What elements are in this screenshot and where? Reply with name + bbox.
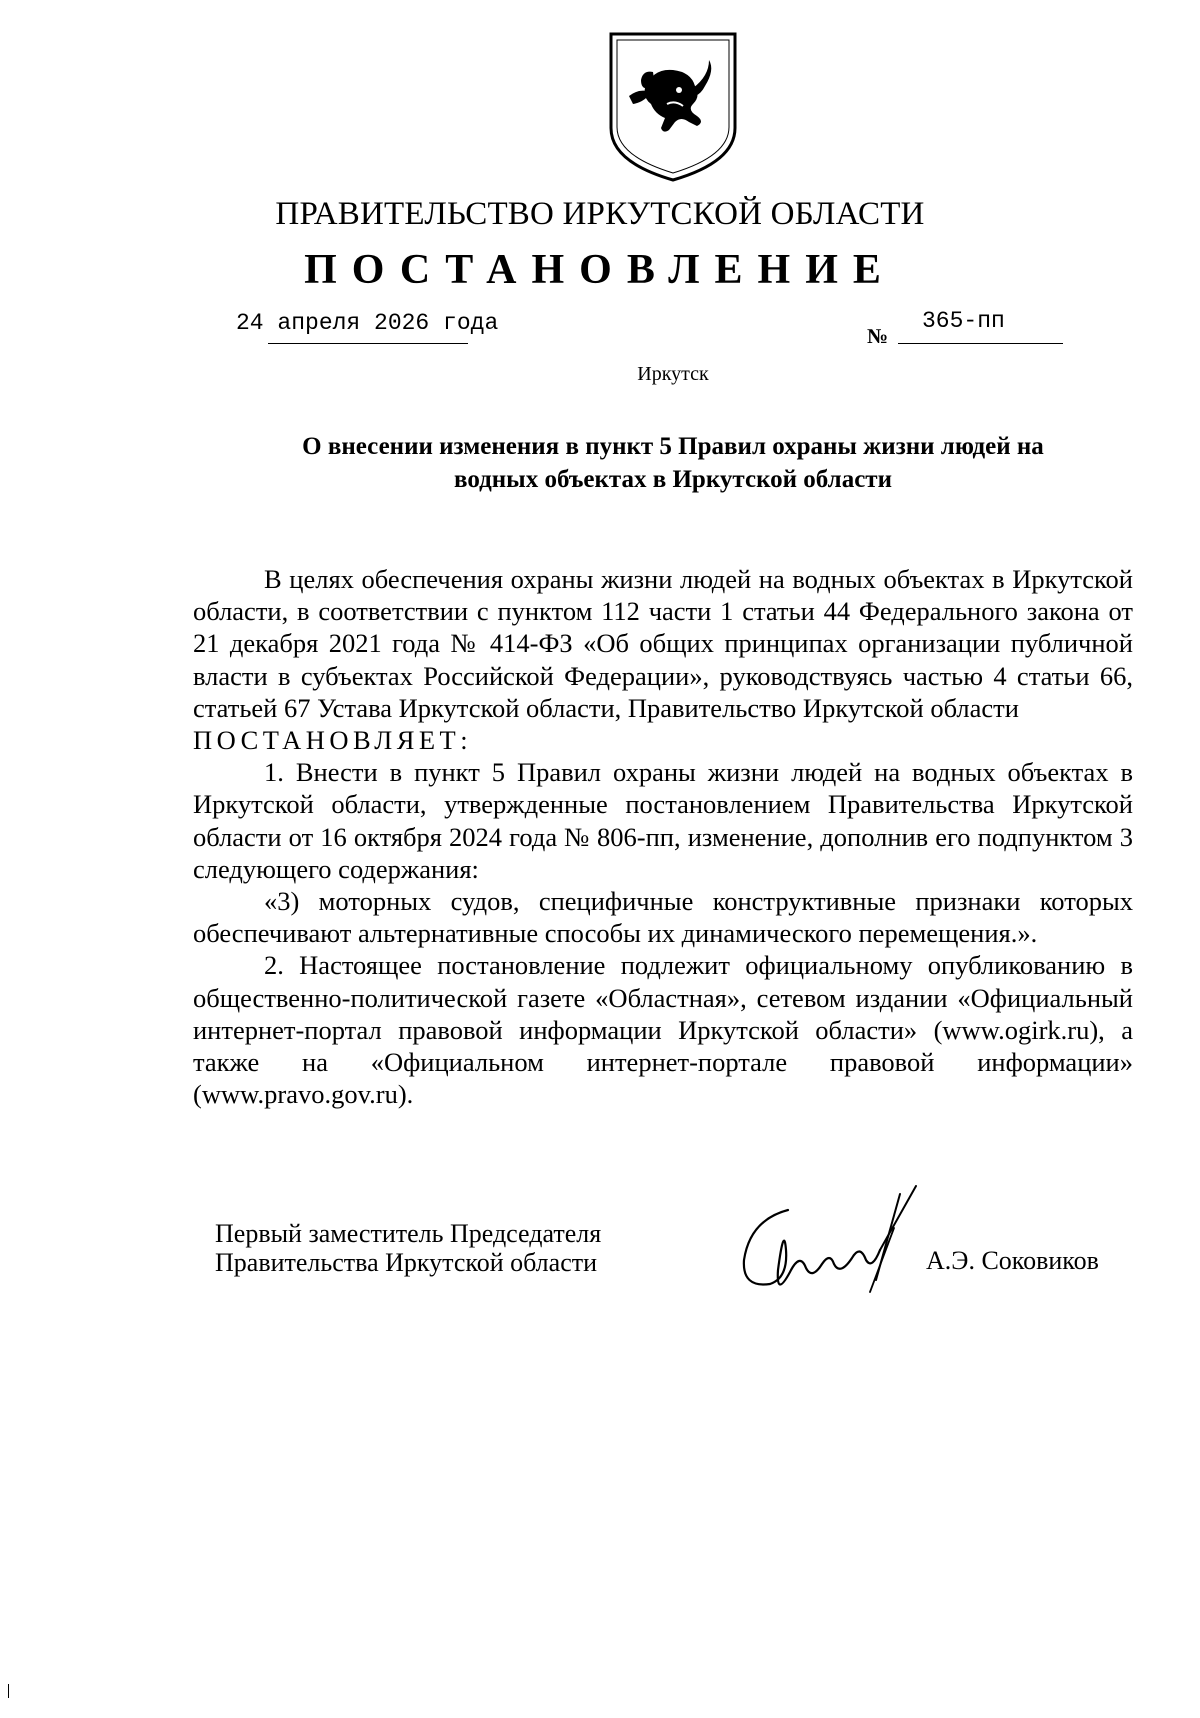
document-body [193, 563, 1133, 1110]
title-line-1: О внесении изменения в пункт 5 Правил охраны жизни людей на [302, 433, 1044, 460]
city-name: Иркутск [637, 363, 709, 385]
signer-name: А.Э. Соковиков [926, 1246, 1099, 1275]
preamble-paragraph: В целях обеспечения охраны жизни людей на водных объектах в Иркутской области, в соответствии с пунктом 112 части 1 статьи 44 Федерального закона от 21 декабря 2021 года № 414-ФЗ «Об общих принципах организации публичной власти в субъектах Российской Федерации», руководствуясь частью 4 статьи 66, статьей 67 Устава Иркутской области, Правительство Иркутской области [193, 564, 1133, 723]
scan-margin-mark [8, 1684, 9, 1698]
number-underline [898, 343, 1063, 344]
decree-word: ПОСТАНОВЛЯЕТ: [193, 725, 473, 756]
signer-position-line-1: Первый заместитель Председателя [215, 1219, 602, 1248]
quoted-subpoint-paragraph: «3) моторных судов, специфичные конструктивные признаки которых обеспечивают альтернативные способы их динамического перемещения.». [193, 886, 1133, 949]
date-underline [268, 343, 468, 344]
signer-position-line-2: Правительства Иркутской области [215, 1248, 598, 1277]
item-2-paragraph: 2. Настоящее постановление подлежит официальному опубликованию в общественно-политической газете «Областная», сетевом издании «Официальный интернет-портал правовой информации Иркутской области» (www.ogirk.ru), а также на «Официальном интернет-портале правовой информации» (www.pravo.gov.ru). [193, 950, 1133, 1110]
number-sign: № [867, 324, 889, 348]
title-line-2: водных объектах в Иркутской области [454, 466, 892, 493]
government-name: ПРАВИТЕЛЬСТВО ИРКУТСКОЙ ОБЛАСТИ [275, 196, 925, 232]
coat-of-arms-icon [605, 30, 741, 184]
signer-position [215, 1219, 601, 1277]
document-number: 365-пп [922, 308, 1005, 334]
document-type-heading: ПОСТАНОВЛЕНИЕ [304, 247, 896, 293]
item-1-paragraph: 1. Внести в пункт 5 Правил охраны жизни людей на водных объектах в Иркутской области, утвержденные постановлением Правительства Иркутской области от 16 октября 2024 года № 806-пп, изменение, дополнив его подпунктом 3 следующего содержания: [193, 757, 1133, 884]
document-title [210, 430, 1136, 496]
handwritten-signature [730, 1180, 950, 1310]
document-date: 24 апреля 2026 года [236, 310, 499, 336]
